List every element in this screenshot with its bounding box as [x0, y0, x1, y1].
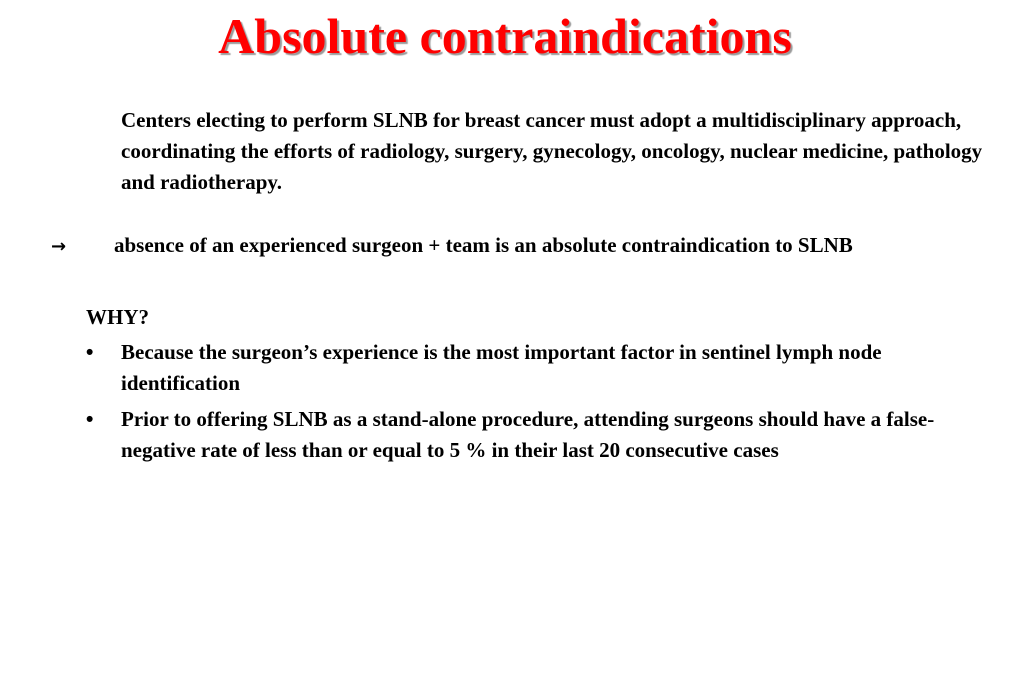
bullet-icon: • [86, 341, 94, 364]
bullet-icon: • [86, 408, 94, 431]
bullet-text: Because the surgeon’s experience is the most important factor in sentinel lymph node identification [121, 340, 882, 395]
bullet-text: Prior to offering SLNB as a stand-alone procedure, attending surgeons should have a false-negative rate of less than or equal to 5 % in their last 20 consecutive cases [121, 407, 935, 462]
right-arrow-icon: → [51, 236, 67, 257]
conclusion-text: absence of an experienced surgeon + team is an absolute contraindication to SLNB [114, 233, 853, 257]
why-heading: WHY? [86, 305, 149, 329]
slide-body [51, 105, 996, 471]
list-item [86, 404, 996, 466]
reasons-list [86, 337, 996, 466]
conclusion-line [51, 230, 996, 262]
intro-paragraph: Centers electing to perform SLNB for breast cancer must adopt a multidisciplinary approach, coordinating the efforts of radiology, surgery, gynecology, oncology, nuclear medicine, pathology and radiotherapy. [121, 108, 983, 194]
list-item [86, 337, 996, 399]
slide-title: Absolute contraindications [218, 8, 792, 64]
